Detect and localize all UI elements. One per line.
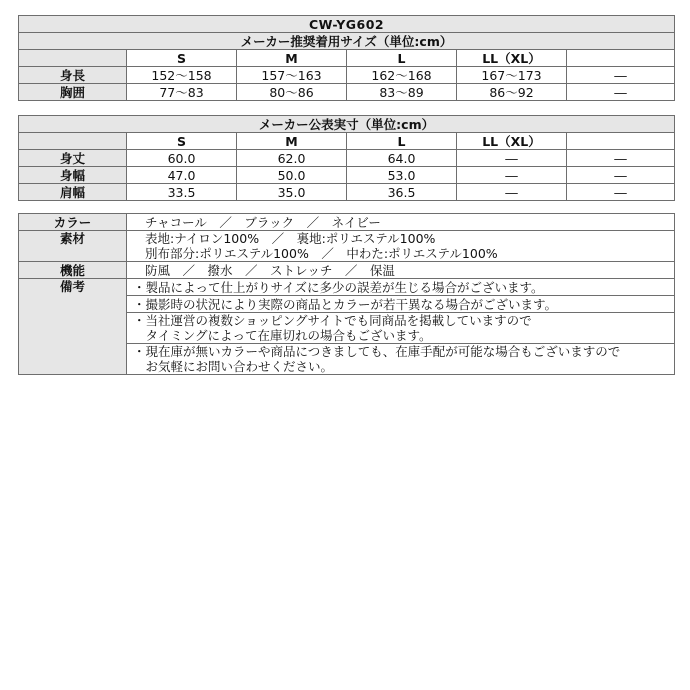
note-item [127, 344, 675, 375]
note-item [127, 296, 675, 313]
note-line: ・現在庫が無いカラーや商品につきましても、在庫手配が可能な場合もございますので [133, 344, 621, 359]
size-header: L [347, 133, 457, 150]
table-cell: 157〜163 [237, 67, 347, 84]
size-header [567, 50, 675, 67]
note-line: ・製品によって仕上がりサイズに多少の誤差が生じる場合がございます。 [133, 279, 544, 295]
note-line: お気軽にお問い合わせください。 [133, 359, 334, 374]
table-row [19, 150, 675, 167]
table-cell: 47.0 [127, 167, 237, 184]
product-spec-table [18, 213, 675, 375]
row-label: 胸囲 [19, 84, 127, 101]
table-cell: ― [457, 184, 567, 201]
notes-label: 備考 [19, 279, 127, 375]
table-row [19, 167, 675, 184]
function-row [19, 262, 675, 279]
table-cell: ― [567, 150, 675, 167]
table-cell: ― [457, 150, 567, 167]
table-cell: 83〜89 [347, 84, 457, 101]
material-row [19, 231, 675, 262]
row-label: 肩幅 [19, 184, 127, 201]
material-value [127, 231, 675, 262]
table-cell: 62.0 [237, 150, 347, 167]
material-label: 素材 [19, 231, 127, 262]
table-cell: 50.0 [237, 167, 347, 184]
table-cell: 53.0 [347, 167, 457, 184]
function-value: 防風 ／ 撥水 ／ ストレッチ ／ 保温 [127, 262, 675, 279]
material-line: 表地:ナイロン100% ／ 裏地:ポリエステル100% [145, 231, 436, 246]
note-line: ・当社運営の複数ショッピングサイトでも同商品を掲載していますので [133, 313, 532, 328]
corner-cell [19, 133, 127, 150]
table-row [19, 67, 675, 84]
color-row [19, 214, 675, 231]
row-label: 身長 [19, 67, 127, 84]
size-header: S [127, 50, 237, 67]
table-cell: ― [457, 167, 567, 184]
note-line: ・撮影時の状況により実際の商品とカラーが若干異なる場合がございます。 [133, 296, 558, 312]
color-label: カラー [19, 214, 127, 231]
size-header-row [19, 133, 675, 150]
table-cell: 60.0 [127, 150, 237, 167]
size-header: LL（XL） [457, 50, 567, 67]
size-header-row [19, 50, 675, 67]
table-cell: 167〜173 [457, 67, 567, 84]
table-cell: 36.5 [347, 184, 457, 201]
size-header: M [237, 133, 347, 150]
table-cell: ― [567, 184, 675, 201]
table-cell: ― [567, 67, 675, 84]
function-label: 機能 [19, 262, 127, 279]
size-header: S [127, 133, 237, 150]
table-cell: 80〜86 [237, 84, 347, 101]
material-line: 別布部分:ポリエステル100% ／ 中わた:ポリエステル100% [145, 246, 498, 261]
size-header: M [237, 50, 347, 67]
recommended-size-table [18, 15, 675, 101]
actual-size-table [18, 115, 675, 201]
table-row [19, 84, 675, 101]
size-header: LL（XL） [457, 133, 567, 150]
table-cell: ― [567, 84, 675, 101]
size-header [567, 133, 675, 150]
row-label: 身丈 [19, 150, 127, 167]
actual-size-heading: メーカー公表実寸（単位:cm） [19, 116, 675, 133]
note-item [127, 313, 675, 344]
table-cell: ― [567, 167, 675, 184]
table-cell: 162〜168 [347, 67, 457, 84]
size-header: L [347, 50, 457, 67]
recommended-size-heading: メーカー推奨着用サイズ（単位:cm） [19, 33, 675, 50]
table-cell: 86〜92 [457, 84, 567, 101]
model-title: CW-YG602 [19, 16, 675, 33]
table-cell: 33.5 [127, 184, 237, 201]
note-line: タイミングによって在庫切れの場合もございます。 [133, 328, 432, 343]
table-cell: 35.0 [237, 184, 347, 201]
color-value: チャコール ／ ブラック ／ ネイビー [127, 214, 675, 231]
note-item [127, 279, 675, 296]
table-cell: 64.0 [347, 150, 457, 167]
table-cell: 77〜83 [127, 84, 237, 101]
corner-cell [19, 50, 127, 67]
table-row [19, 184, 675, 201]
row-label: 身幅 [19, 167, 127, 184]
notes-row [19, 279, 675, 296]
table-cell: 152〜158 [127, 67, 237, 84]
